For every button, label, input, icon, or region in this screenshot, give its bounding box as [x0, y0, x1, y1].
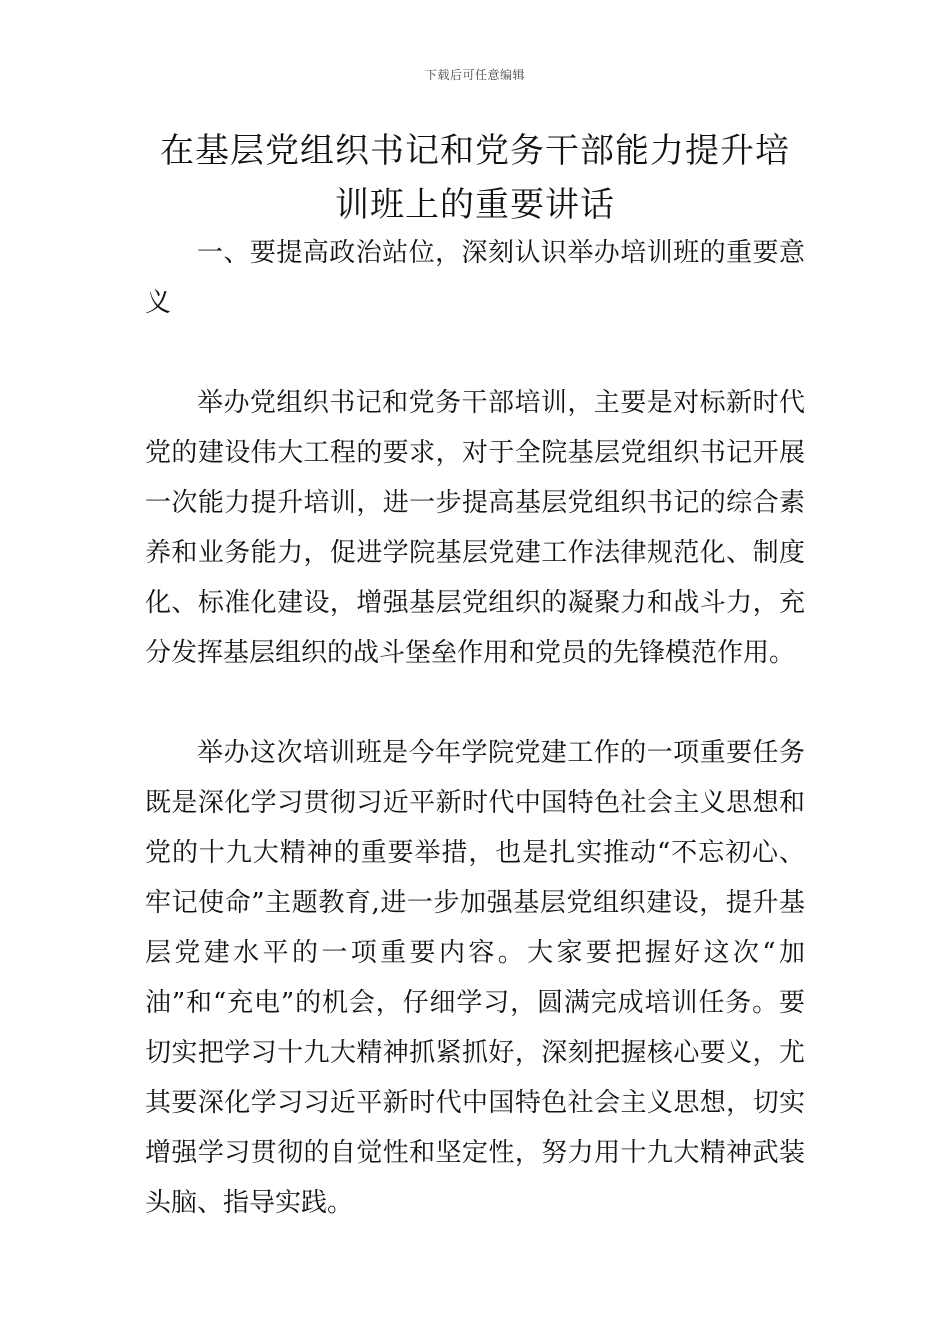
- paragraph-2: 举办这次培训班是今年学院党建工作的一项重要任务既是深化学习贯彻习近平新时代中国特色社会主义思想和党的十九大精神的重要举措，也是扎实推动“不忘初心、牢记使命”主题教育,进一步加强基层党组织建设，提升基层党建水平的一项重要内容。大家要把握好这次“加油”和“充电”的机会，仔细学习，圆满完成培训任务。要切实把学习十九大精神抓紧抓好，深刻把握核心要义，尤其要深化学习习近平新时代中国特色社会主义思想，切实增强学习贯彻的自觉性和坚定性，努力用十九大精神武装头脑、指导实践。: [145, 738, 805, 1218]
- header-note: 下载后可任意编辑: [424, 68, 525, 82]
- paragraph-gap: [145, 678, 805, 728]
- title-line-1: 在基层党组织书记和党务干部能力提升培: [160, 131, 790, 171]
- section-1-heading: 一、要提高政治站位，深刻认识举办培训班的重要意义: [145, 238, 805, 318]
- paragraph-1: 举办党组织书记和党务干部培训，主要是对标新时代党的建设伟大工程的要求，对于全院基层党组织书记开展一次能力提升培训，进一步提高基层党组织书记的综合素养和业务能力，促进学院基层党建工作法律规范化、制度化、标准化建设，增强基层党组织的凝聚力和战斗力，充分发挥基层组织的战斗堡垒作用和党员的先锋模范作用。: [145, 388, 805, 668]
- document-title: [140, 124, 810, 232]
- document-body: [145, 228, 805, 1228]
- title-line-2: 训班上的重要讲话: [335, 185, 615, 225]
